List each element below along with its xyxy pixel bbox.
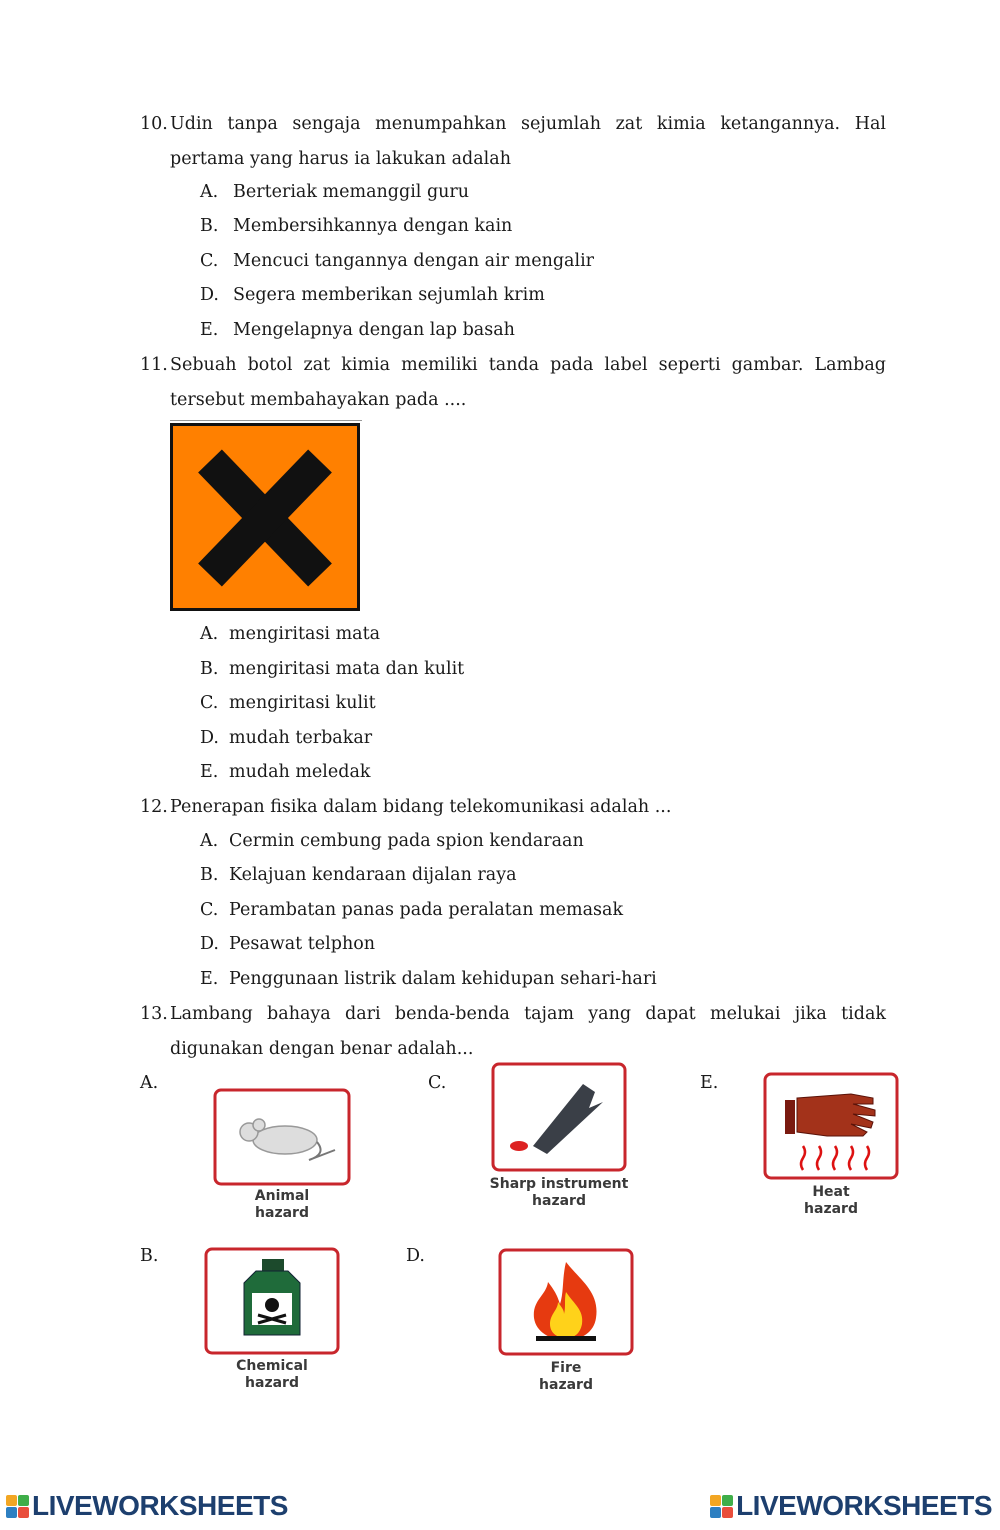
option-text: Penggunaan listrik dalam kehidupan sehari-hari bbox=[229, 969, 657, 989]
hazard-caption: Animal hazard bbox=[254, 1188, 310, 1221]
brand-name: LIVEWORKSHEETS bbox=[32, 1490, 288, 1521]
question-text: Sebuah botol zat kimia memiliki tanda pada label seperti gambar. Lambag tersebut membahayakan pada .... bbox=[170, 355, 886, 410]
option-letter: E. bbox=[200, 762, 219, 782]
question-number: 13. bbox=[140, 1004, 168, 1024]
answer-option[interactable] bbox=[200, 728, 372, 748]
option-text: Membersihkannya dengan kain bbox=[233, 216, 513, 236]
question-text: Penerapan fisika dalam bidang telekomunikasi adalah ... bbox=[170, 797, 672, 817]
question-number: 12. bbox=[140, 797, 168, 817]
option-letter: D. bbox=[200, 728, 219, 748]
option-text: mengiritasi mata bbox=[229, 624, 381, 644]
option-letter: B. bbox=[200, 865, 219, 885]
answer-option[interactable] bbox=[200, 285, 545, 305]
option-text: Berteriak memanggil guru bbox=[233, 182, 470, 202]
mouse-icon[interactable] bbox=[213, 1088, 351, 1186]
answer-option[interactable] bbox=[200, 624, 380, 644]
option-text: Segera memberikan sejumlah krim bbox=[233, 285, 545, 305]
answer-option[interactable] bbox=[200, 182, 469, 202]
question-12 bbox=[140, 790, 886, 825]
flame-icon[interactable] bbox=[498, 1248, 634, 1356]
answer-option[interactable] bbox=[200, 934, 375, 954]
option-letter: A. bbox=[200, 831, 219, 851]
option-text: Mencuci tangannya dengan air mengalir bbox=[233, 251, 595, 271]
answer-option[interactable] bbox=[200, 762, 370, 782]
answer-option[interactable] bbox=[200, 831, 584, 851]
image-top-rule bbox=[170, 420, 362, 421]
answer-option[interactable] bbox=[200, 216, 512, 236]
option-letter: A. bbox=[200, 624, 219, 644]
option-text: Perambatan panas pada peralatan memasak bbox=[229, 900, 624, 920]
answer-option[interactable] bbox=[200, 251, 594, 271]
option-text: Cermin cembung pada spion kendaraan bbox=[229, 831, 584, 851]
option-letter: C. bbox=[200, 693, 219, 713]
option-text: Kelajuan kendaraan dijalan raya bbox=[229, 865, 517, 885]
answer-option[interactable] bbox=[200, 659, 464, 679]
liveworksheets-mark-icon bbox=[6, 1495, 29, 1518]
option-letter: A. bbox=[200, 182, 219, 202]
irritant-x-icon bbox=[170, 423, 360, 611]
answer-option[interactable] bbox=[200, 693, 376, 713]
hazard-caption: Fire hazard bbox=[539, 1360, 593, 1393]
hazard-option-letter-c[interactable]: C. bbox=[428, 1073, 447, 1093]
question-text: Lambang bahaya dari benda-benda tajam yang dapat melukai jika tidak digunakan dengan benar adalah... bbox=[170, 1004, 886, 1059]
option-letter: D. bbox=[200, 285, 219, 305]
option-letter: C. bbox=[200, 251, 219, 271]
hot-hand-icon[interactable] bbox=[763, 1072, 899, 1180]
question-number: 11. bbox=[140, 355, 168, 375]
liveworksheets-logo-right[interactable] bbox=[710, 1490, 992, 1522]
option-letter: B. bbox=[200, 216, 219, 236]
question-10 bbox=[140, 107, 886, 176]
liveworksheets-mark-icon bbox=[710, 1495, 733, 1518]
option-text: mudah terbakar bbox=[229, 728, 373, 748]
answer-option[interactable] bbox=[200, 865, 517, 885]
hazard-caption: Sharp instrument hazard bbox=[489, 1176, 629, 1209]
option-text: Mengelapnya dengan lap basah bbox=[233, 320, 515, 340]
option-letter: D. bbox=[200, 934, 219, 954]
answer-option[interactable] bbox=[200, 969, 657, 989]
hazard-option-letter-e[interactable]: E. bbox=[700, 1073, 719, 1093]
question-13 bbox=[140, 997, 886, 1066]
answer-option[interactable] bbox=[200, 900, 623, 920]
option-text: mudah meledak bbox=[229, 762, 371, 782]
question-11 bbox=[140, 348, 886, 417]
hazard-option-letter-d[interactable]: D. bbox=[406, 1246, 425, 1266]
option-text: mengiritasi mata dan kulit bbox=[229, 659, 465, 679]
hazard-caption: Chemical hazard bbox=[236, 1358, 308, 1391]
answer-option[interactable] bbox=[200, 320, 515, 340]
brand-name: LIVEWORKSHEETS bbox=[736, 1490, 992, 1521]
question-text: Udin tanpa sengaja menumpahkan sejumlah zat kimia ketangannya. Hal pertama yang harus ia lakukan adalah bbox=[170, 114, 886, 169]
scalpel-icon[interactable] bbox=[491, 1062, 627, 1172]
option-text: mengiritasi kulit bbox=[229, 693, 376, 713]
liveworksheets-logo-left[interactable] bbox=[6, 1490, 288, 1522]
hazard-option-letter-b[interactable]: B. bbox=[140, 1246, 159, 1266]
option-letter: E. bbox=[200, 320, 219, 340]
option-letter: C. bbox=[200, 900, 219, 920]
hazard-option-letter-a[interactable]: A. bbox=[140, 1073, 159, 1093]
hazard-caption: Heat hazard bbox=[804, 1184, 858, 1217]
question-number: 10. bbox=[140, 114, 168, 134]
option-letter: B. bbox=[200, 659, 219, 679]
poison-bottle-icon[interactable] bbox=[204, 1247, 340, 1355]
option-letter: E. bbox=[200, 969, 219, 989]
option-text: Pesawat telphon bbox=[229, 934, 376, 954]
